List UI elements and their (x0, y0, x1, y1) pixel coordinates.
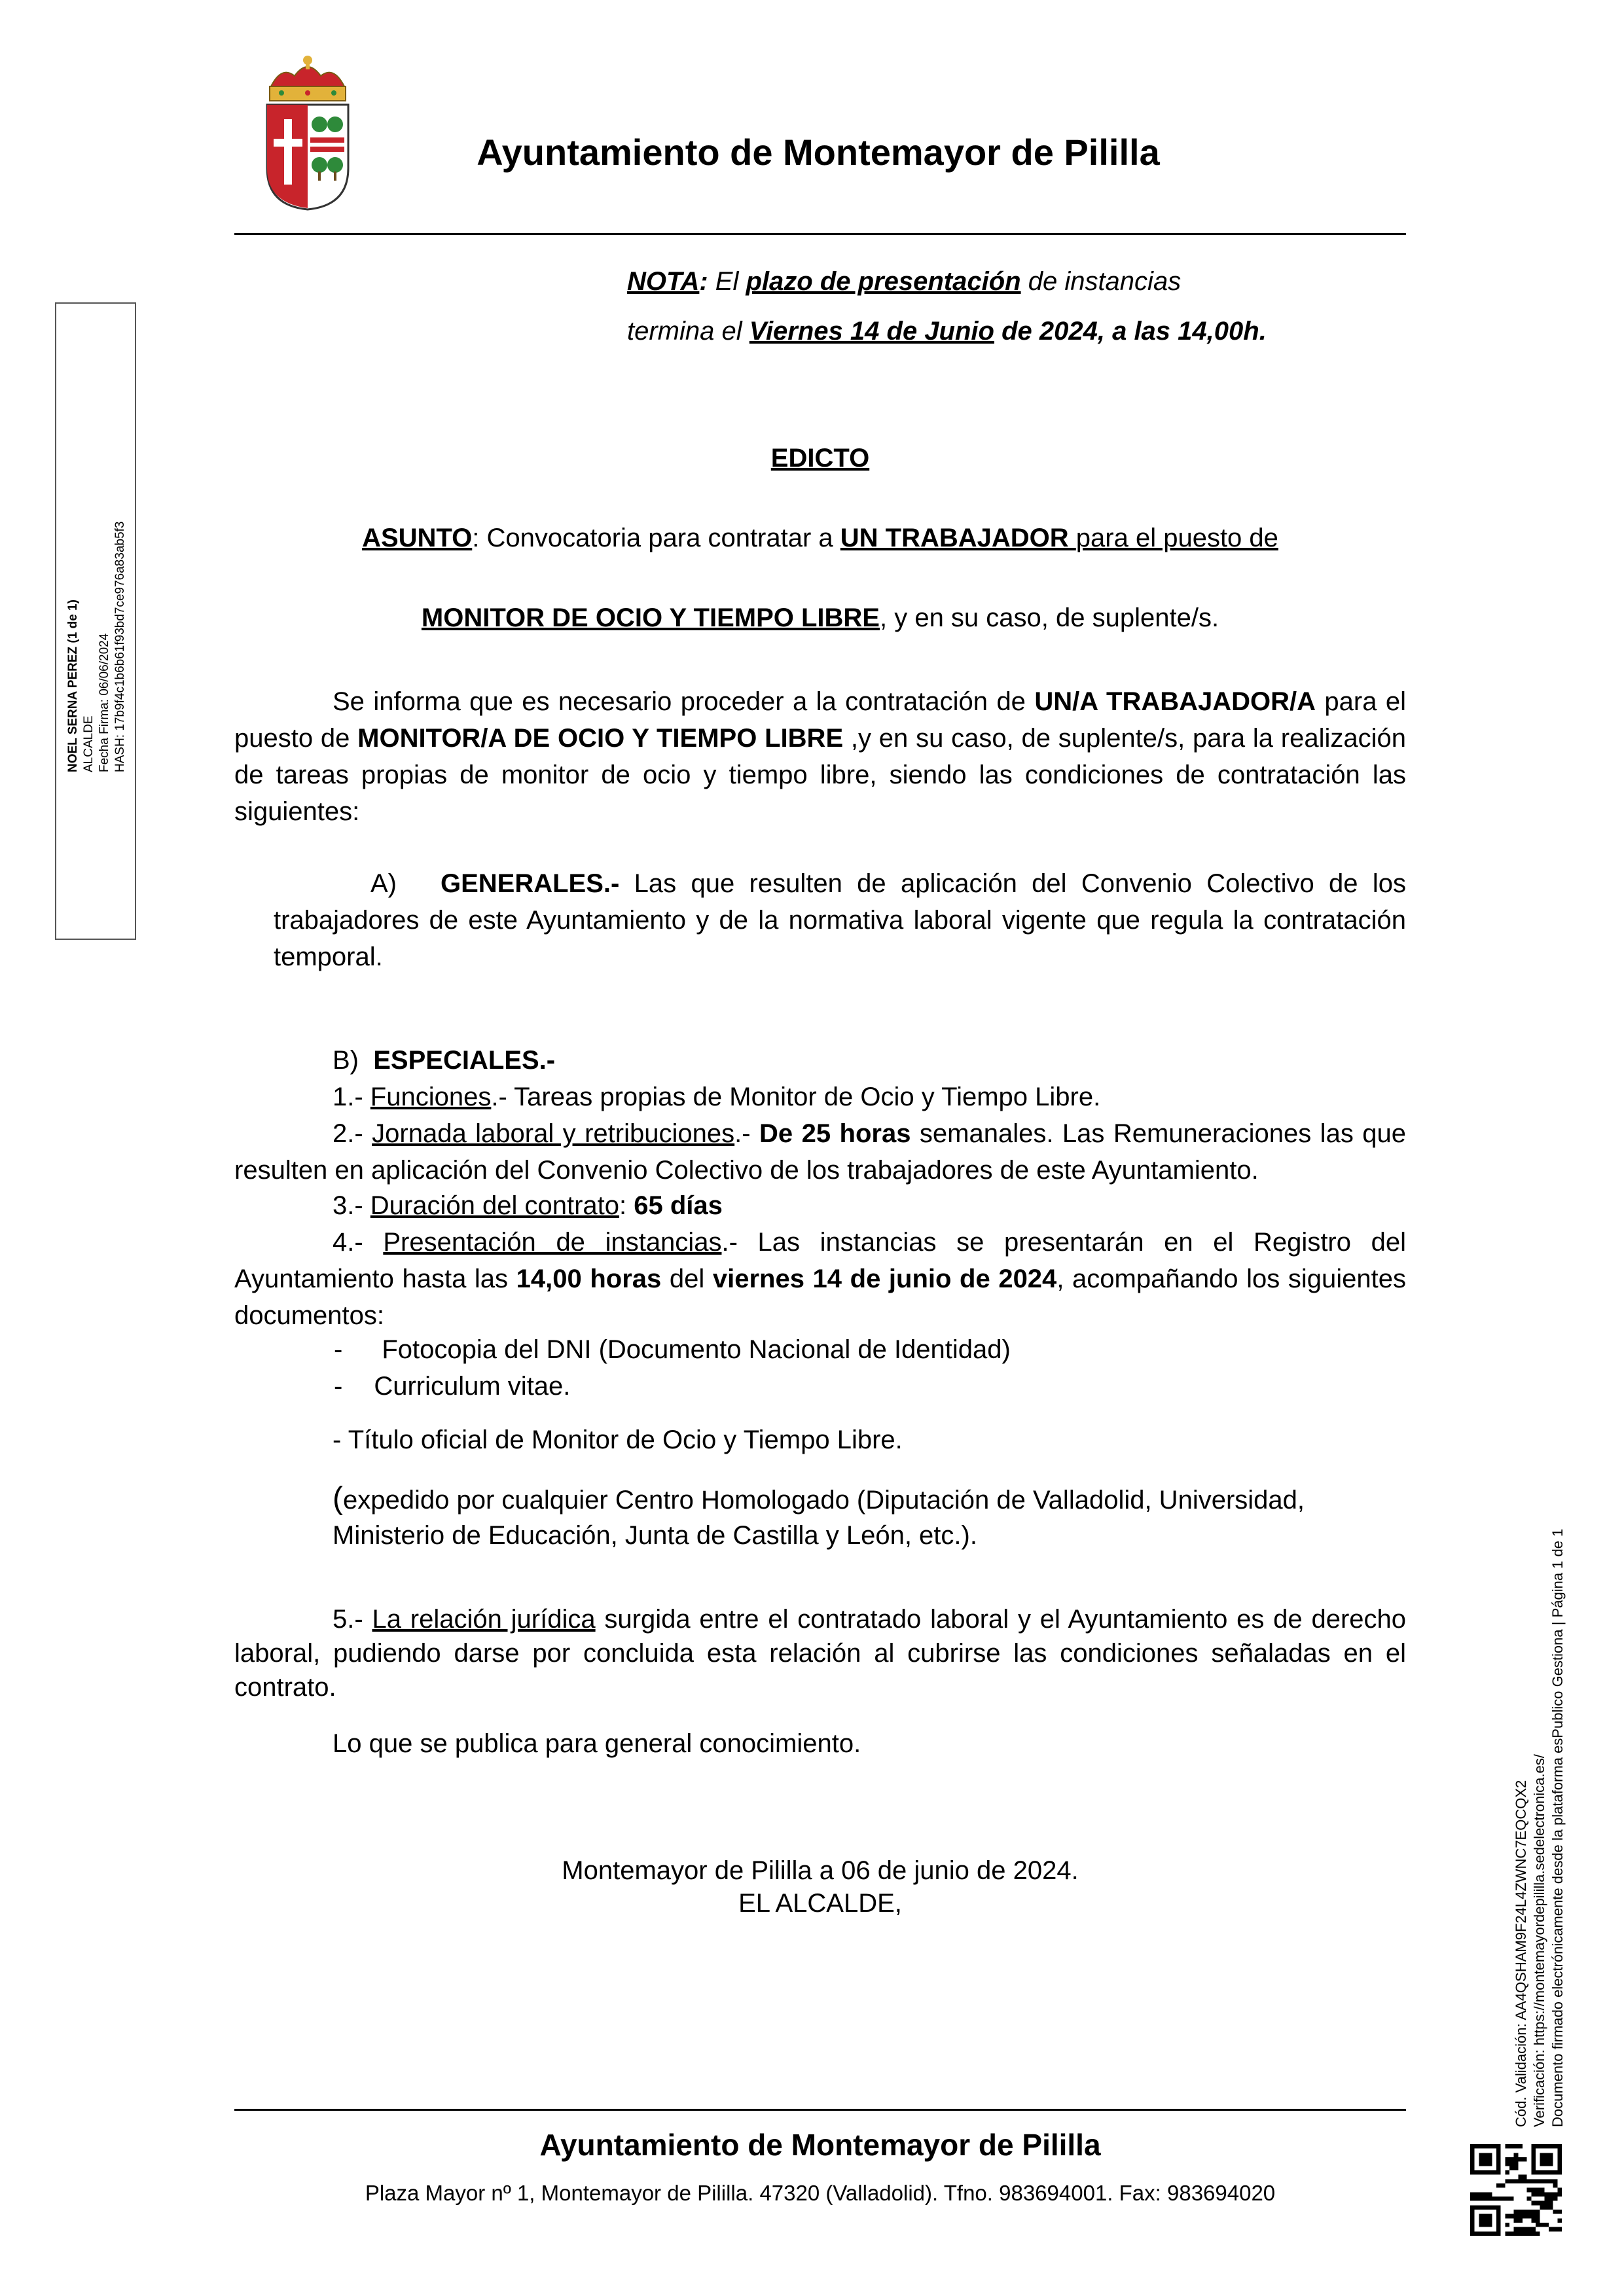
item-num: 5.- (333, 1605, 372, 1634)
footer-address: Plaza Mayor nº 1, Montemayor de Pililla. 47320 (Valladolid). Tfno. 983694001. Fax: 983694020 (365, 2181, 1276, 2205)
especiales-label: ESPECIALES.- (373, 1046, 556, 1075)
item-2 (234, 1115, 1406, 1189)
place-date: Montemayor de Pililla a 06 de junio de 2024. (562, 1856, 1079, 1885)
item-text: semanales. Las Remuneraciones las que resulten en aplicación del Convenio Colectivo de los trabajadores de este Ayuntamiento. (234, 1119, 1407, 1185)
header-divider (234, 233, 1406, 235)
doc-text: Fotocopia del DNI (Documento Nacional de Identidad) (382, 1335, 1011, 1364)
intro-text: para el puesto de (234, 687, 1406, 753)
item-5 (234, 1602, 1406, 1704)
nota-line-1 (627, 267, 1181, 296)
item-text: : (619, 1191, 634, 1220)
puesto-line (234, 603, 1406, 633)
item-label: Duración del contrato (370, 1191, 620, 1220)
item-bold: 14,00 horas (516, 1265, 662, 1293)
signature-stamp (65, 522, 128, 773)
nota-date: Viernes 14 de Junio (749, 317, 994, 346)
item-label: La relación jurídica (372, 1605, 596, 1634)
intro-bold: UN/A TRABAJADOR/A (1034, 687, 1316, 716)
asunto-trabajador: UN TRABAJADOR (840, 524, 1076, 552)
validation-code: Cód. Validación: AA4QSHAM9F24L4ZWNC7EQCQX2 (1513, 1780, 1529, 2127)
doc-bullet: - (334, 1372, 343, 1401)
item-num: 4.- (333, 1228, 384, 1257)
doc-text: Curriculum vitae. (374, 1372, 571, 1401)
document-title (234, 444, 1406, 473)
especiales-heading (333, 1046, 555, 1075)
signer-title: EL ALCALDE, (738, 1889, 902, 1918)
item-bold: 65 días (634, 1191, 723, 1220)
intro-text: ,y en su caso, de suplente/s, para la realización de tareas propias de monitor de ocio y tiempo libre, siendo las condiciones de contratación las siguientes: (234, 724, 1406, 826)
nota-label: NOTA (627, 267, 700, 296)
item-bold: De 25 horas (759, 1119, 911, 1148)
nota-plazo: plazo de presentación (746, 267, 1021, 296)
footer-title: Ayuntamiento de Montemayor de Pililla (539, 2128, 1101, 2162)
asunto-text: para el puesto de (1075, 524, 1278, 552)
nota-line-2 (627, 317, 1267, 346)
item-3 (333, 1191, 723, 1221)
item-label: Funciones (370, 1083, 492, 1111)
item-num: 2.- (333, 1119, 372, 1148)
doc-item-dni (334, 1335, 1011, 1365)
intro-text: Se informa que es necesario proceder a la contratación de (333, 687, 1035, 716)
footer-divider (234, 2109, 1406, 2111)
asunto-text: : Convocatoria para contratar a (472, 524, 840, 552)
item-1 (333, 1083, 1100, 1112)
signer-name: NOEL SERNA PEREZ (1 de 1) (66, 600, 80, 772)
asunto-line (234, 524, 1406, 553)
generales-letter: A) (370, 869, 397, 898)
generales-label: GENERALES.- (440, 869, 620, 898)
doc-item-cv (334, 1372, 570, 1401)
doc-bullet: - (334, 1335, 343, 1364)
doc-paren: ( (333, 1481, 343, 1516)
sign-hash: HASH: 17b9f4c1b6b61f93bd7ce976a83ab5f3 (113, 521, 127, 772)
item-label: Presentación de instancias (383, 1228, 722, 1257)
verification-url: Verificación: https://montemayordepililla.sedelectronica.es/ (1531, 1754, 1547, 2127)
asunto-label: ASUNTO (362, 524, 473, 552)
platform-note: Documento firmado electrónicamente desde la plataforma esPublico Gestiona | Página 1 de 1 (1549, 1528, 1566, 2127)
nota-text: de instancias (1020, 267, 1182, 296)
edicto-heading: EDICTO (770, 444, 870, 473)
item-text: .- (734, 1119, 760, 1148)
coat-of-arms-icon (262, 54, 353, 211)
item-num: 1.- (333, 1083, 370, 1111)
qr-code-icon (1470, 2144, 1562, 2236)
item-text: .- Tareas propias de Monitor de Ocio y Tiempo Libre. (491, 1083, 1101, 1111)
intro-paragraph (234, 683, 1406, 830)
item-label: Jornada laboral y retribuciones (372, 1119, 735, 1148)
sign-date: Fecha Firma: 06/06/2024 (98, 633, 111, 772)
nota-colon: : (699, 267, 708, 296)
doc-item-titulo: - Título oficial de Monitor de Ocio y Tiempo Libre. (333, 1426, 903, 1454)
item-text: surgida entre el contratado laboral y el Ayuntamiento es de derecho laboral, pudiendo darse por concluida esta relación al cubrirse las condiciones señaladas en el contrato. (234, 1605, 1406, 1702)
doc-item-expedido-2: Ministerio de Educación, Junta de Castilla y León, etc.). (333, 1521, 977, 1550)
nota-text: El (708, 267, 746, 296)
nota-deadline: de 2024, a las 14,00h. (994, 317, 1267, 346)
nota-text: termina el (627, 317, 749, 346)
verification-block (1512, 1529, 1567, 2127)
generales-paragraph (274, 865, 1406, 975)
closing-line: Lo que se publica para general conocimiento. (333, 1729, 861, 1758)
especiales-letter: B) (333, 1046, 359, 1075)
puesto-rest: , y en su caso, de suplente/s. (879, 603, 1219, 632)
item-text: .- Las instancias se presentarán en el Registro del Ayuntamiento hasta las (234, 1228, 1407, 1293)
puesto-title: MONITOR DE OCIO Y TIEMPO LIBRE (421, 603, 880, 632)
doc-item-expedido-1 (333, 1480, 1305, 1516)
item-text: , acompañando los siguientes documentos: (234, 1265, 1407, 1330)
generales-text: Las que resulten de aplicación del Convenio Colectivo de los trabajadores de este Ayuntamiento y de la normativa laboral vigente que regula la contratación temporal. (274, 869, 1406, 971)
item-num: 3.- (333, 1191, 370, 1220)
doc-text: expedido por cualquier Centro Homologado (Diputación de Valladolid, Universidad, (342, 1486, 1305, 1515)
item-bold: viernes 14 de junio de 2024 (712, 1265, 1057, 1293)
intro-bold: MONITOR/A DE OCIO Y TIEMPO LIBRE (357, 724, 844, 753)
header-title: Ayuntamiento de Montemayor de Pililla (477, 132, 1160, 173)
item-4 (234, 1224, 1406, 1334)
signer-role: ALCALDE (82, 715, 96, 772)
item-text: del (661, 1265, 713, 1293)
